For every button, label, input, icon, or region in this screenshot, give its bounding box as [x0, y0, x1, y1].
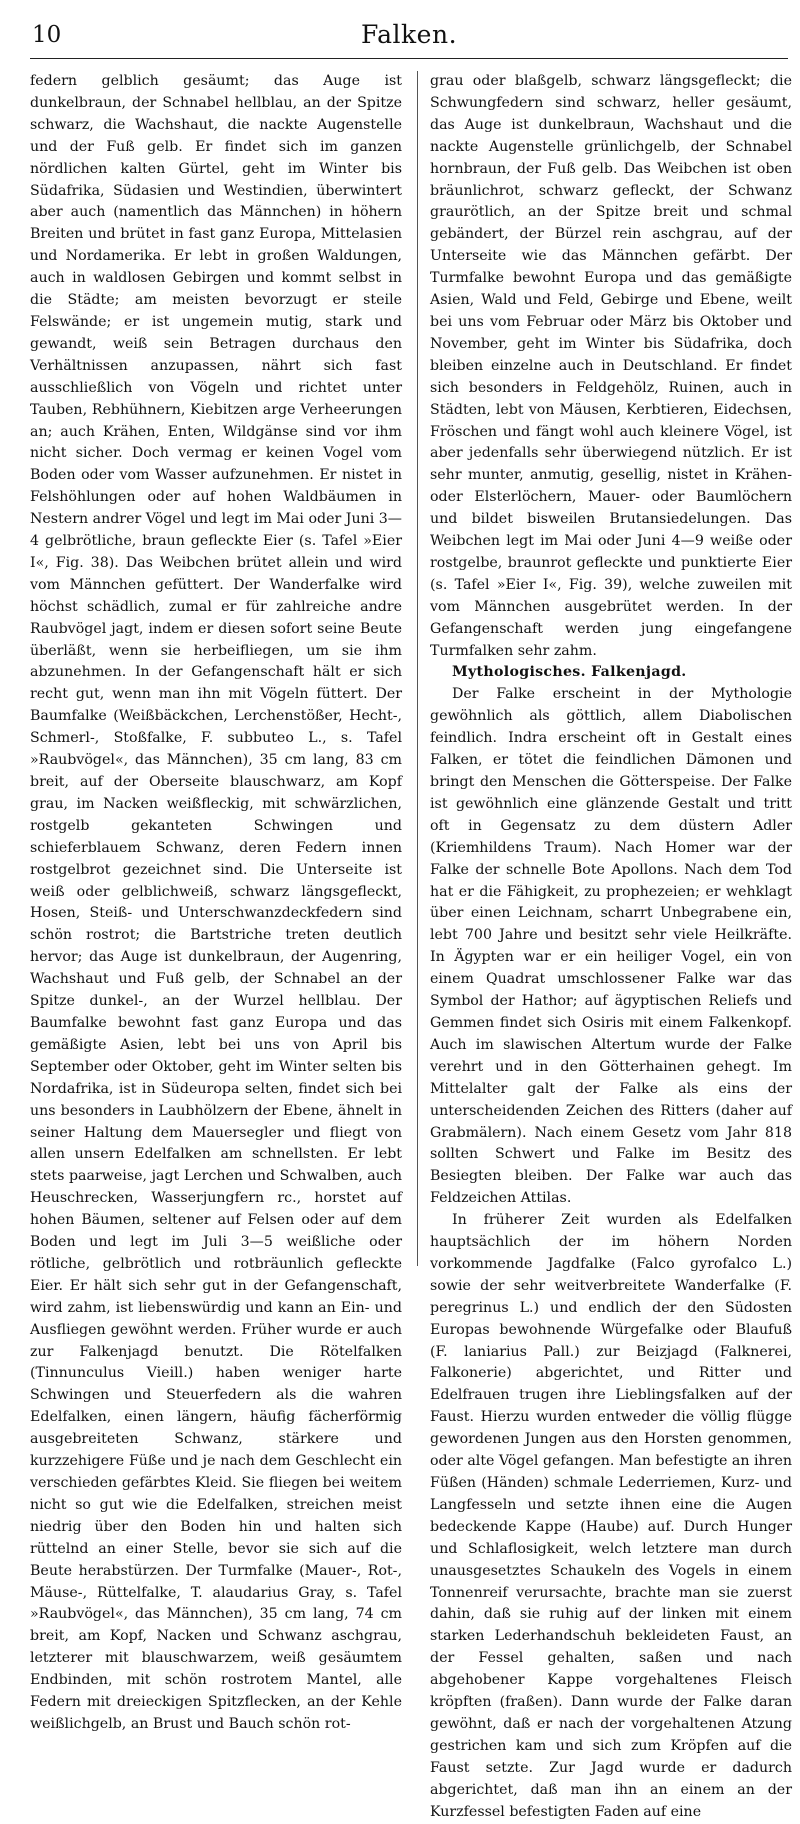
left-column: [30, 71, 402, 1732]
running-head: Falken.: [360, 20, 458, 49]
section-heading: Mythologisches. Falkenjagd.: [452, 664, 687, 681]
right-column: [417, 71, 792, 1820]
paragraph: Der Falke erscheint in der Mythologie gewöhnlich als göttlich, allem Diabolischen feindlich. Indra erscheint oft in Gestalt eines Falken, er tötet die feindlichen Dämonen und bringt den Menschen die Götterspeise. Der Falke ist gewöhnlich eine glänzende Gestalt und tritt oft in Gegensatz zu dem düstern Adler (Kriemhildens Traum). Nach Homer war der Falke der schnelle Bote Apollons. Nach dem Tod hat er die Fähigkeit, zu prophezeien; er wehklagt über einen Leichnam, scharrt Unbegrabene ein, lebt 700 Jahre und besitzt sehr viele Heilkräfte. In Ägypten war er ein heiliger Vogel, ein von einem Quadrat umschlossener Falke war das Symbol der Hathor; auf ägyptischen Reliefs und Gemmen findet sich Osiris mit einem Falkenkopf. Auch im slawischen Altertum wurde der Falke verehrt und in den Götterhainen gehegt. Im Mittelalter galt der Falke als eins der unterscheidenden Zeichen des Ritters (daher auf Grabmälern). Nach einem Gesetz vom Jahr 818 sollten Schwert und Falke im Besitz des Besiegten bleiben. Der Falke war auch das Feldzeichen Attilas.: [430, 686, 792, 1207]
text-columns: [30, 71, 792, 1820]
section-heading-paragraph: [430, 662, 792, 684]
page-header: [30, 0, 788, 59]
paragraph: In früherer Zeit wurden als Edelfalken hauptsächlich der im höhern Norden vorkommende Jagdfalke (Falco gyrofalco L.) sowie der sehr weitverbreitete Wanderfalke (F. peregrinus L.) und endlich der den Südosten Europas bewohnende Würgefalke oder Blaufuß (F. laniarius Pall.) zur Beizjagd (Falknerei, Falkonerie) abgerichtet, und Ritter und Edelfrauen trugen ihre Lieblingsfalken auf der Faust. Hierzu wurden entweder die völlig flügge gewordenen Jungen aus den Horsten genommen, oder alte Vögel gefangen. Man befestigte an ihren Füßen (Händen) schmale Lederriemen, Kurz- und Langfesseln und setzte ihnen eine die Augen bedeckende Kappe (Haube) auf. Durch Hunger und Schlaflosigkeit, welch letztere man durch unausgesetztes Schaukeln des Vogels in einem Tonnenreif verursachte, brachte man sie zuerst dahin, daß sie ruhig auf der linken mit einem starken Lederhandschuh bekleideten Faust, an der Fessel gehalten, saßen und nach abgehobener Kappe vorgehaltenes Fleisch kröpften (fraßen). Dann wurde der Falke daran gewöhnt, daß er nach der vorgehaltenen Atzung gestrichen kam und sich zum Kröpfen auf die Faust setzte. Zur Jagd wurde er dadurch abgerichtet, daß man ihn an einem an der Kurzfessel befestigten Faden auf eine: [430, 1212, 792, 1820]
paragraph: grau oder blaßgelb, schwarz längsgefleckt; die Schwungfedern sind schwarz, heller gesäumt, das Auge ist dunkelbraun, Wachshaut und die nackte Augenstelle grünlichgelb, der Schnabel hornbraun, der Fuß gelb. Das Weibchen ist oben bräunlichrot, schwarz gefleckt, der Schwanz graurötlich, an der Spitze breit und schmal gebändert, der Bürzel rein aschgrau, auf der Unterseite wie das Männchen gefärbt. Der Turmfalke bewohnt Europa und das gemäßigte Asien, Wald und Feld, Gebirge und Ebene, weilt bei uns vom Februar oder März bis Oktober und November, geht im Winter bis Südafrika, doch bleiben einzelne auch in Deutschland. Er findet sich besonders in Feldgehölz, Ruinen, auch in Städten, lebt von Mäusen, Kerbtieren, Eidechsen, Fröschen und fängt wohl auch kleinere Vögel, ist aber jedenfalls sehr überwiegend nützlich. Er ist sehr munter, anmutig, gesellig, nistet in Krähen- oder Elsterlöchern, Mauer- oder Baumlöchern und bildet bisweilen Brutansiedelungen. Das Weibchen legt im Mai oder Juni 4—9 weiße oder rostgelbe, braunrot gefleckte und punktierte Eier (s. Tafel »Eier I«, Fig. 39), welche zuweilen mit vom Männchen ausgebrütet werden. In der Gefangenschaft werden jung eingefangene Turmfalken sehr zahm.: [430, 73, 792, 659]
page-number: 10: [32, 22, 62, 48]
paragraph: federn gelblich gesäumt; das Auge ist dunkelbraun, der Schnabel hellblau, an der Spitze schwarz, die Wachshaut, die nackte Augenstelle und der Fuß gelb. Er findet sich im ganzen nördlichen kalten Gürtel, geht im Winter bis Südafrika, Südasien und Westindien, überwintert aber auch (namentlich das Männchen) in höhern Breiten und brütet in fast ganz Europa, Mittelasien und Nordamerika. Er lebt in großen Waldungen, auch in waldlosen Gebirgen und kommt selbst in die Städte; am meisten bevorzugt er steile Felswände; er ist ungemein mutig, stark und gewandt, weiß sein Betragen durchaus den Verhältnissen anzupassen, nährt sich fast ausschließlich von Vögeln und richtet unter Tauben, Rebhühnern, Kiebitzen arge Verheerungen an; auch Krähen, Enten, Wildgänse sind vor ihm nicht sicher. Doch vermag er keinen Vogel vom Boden oder vom Wasser aufzunehmen. Er nistet in Felshöhlungen oder auf hohen Waldbäumen in Nestern andrer Vögel und legt im Mai oder Juni 3—4 gelbrötliche, braun gefleckte Eier (s. Tafel »Eier I«, Fig. 38). Das Weibchen brütet allein und wird vom Männchen gefüttert. Der Wanderfalke wird höchst schädlich, zumal er für zahlreiche andre Raubvögel jagt, indem er diesen sofort seine Beute überläßt, wenn sie herbeifliegen, um sie ihm abzunehmen. In der Gefangenschaft hält er sich recht gut, wenn man ihn mit Vögeln füttert. Der Baumfalke (Weißbäckchen, Lerchenstößer, Hecht-, Schmerl-, Stoßfalke, F. subbuteo L., s. Tafel »Raubvögel«, das Männchen), 35 cm lang, 83 cm breit, auf der Oberseite blauschwarz, am Kopf grau, im Nacken weißfleckig, mit schwärzlichen, rostgelb gekanteten Schwingen und schieferblauem Schwanz, deren Federn innen rostgelbrot gezeichnet sind. Die Unterseite ist weiß oder gelblichweiß, schwarz längsgefleckt, Hosen, Steiß- und Unterschwanzdeckfedern sind schön rostrot; die Bartstriche treten deutlich hervor; das Auge ist dunkelbraun, der Augenring, Wachshaut und Fuß gelb, der Schnabel an der Spitze dunkel-, an der Wurzel hellblau. Der Baumfalke bewohnt fast ganz Europa und das gemäßigte Asien, lebt bei uns von April bis September oder Oktober, geht im Winter selten bis Nordafrika, ist in Südeuropa selten, findet sich bei uns besonders in Laubhölzern der Ebene, ähnelt in seiner Haltung dem Mauersegler und fliegt von allen unsern Edelfalken am schnellsten. Er lebt stets paarweise, jagt Lerchen und Schwalben, auch Heuschrecken, Wasserjungfern rc., horstet auf hohen Bäumen, seltener auf Felsen oder auf dem Boden und legt im Juli 3—5 weißliche oder rötliche, gelbrötlich und rotbräunlich gefleckte Eier. Er hält sich sehr gut in der Gefangenschaft, wird zahm, ist liebenswürdig und kann an Ein- und Ausfliegen gewöhnt werden. Früher wurde er auch zur Falkenjagd benutzt. Die Rötelfalken (Tinnunculus Vieill.) haben weniger harte Schwingen und Steuerfedern als die wahren Edelfalken, einen längern, häufig fächerförmig ausgebreiteten Schwanz, stärkere und kurzzehigere Füße und je nach dem Geschlecht ein verschieden gefärbtes Kleid. Sie fliegen bei weitem nicht so gut wie die Edelfalken, streichen meist niedrig über den Boden hin und halten sich rüttelnd an einer Stelle, bevor sie sich auf die Beute herabstürzen. Der Turmfalke (Mauer-, Rot-, Mäuse-, Rüttelfalke, T. alaudarius Gray, s. Tafel »Raubvögel«, das Männchen), 35 cm lang, 74 cm breit, am Kopf, Nacken und Schwanz aschgrau, letzterer mit blauschwarzem, weiß gesäumtem Endbinden, mit schön rostrotem Mantel, alle Federn mit dreieckigen Spitzflecken, an der Kehle weißlichgelb, an Brust und Bauch schön rot-: [30, 73, 402, 1732]
